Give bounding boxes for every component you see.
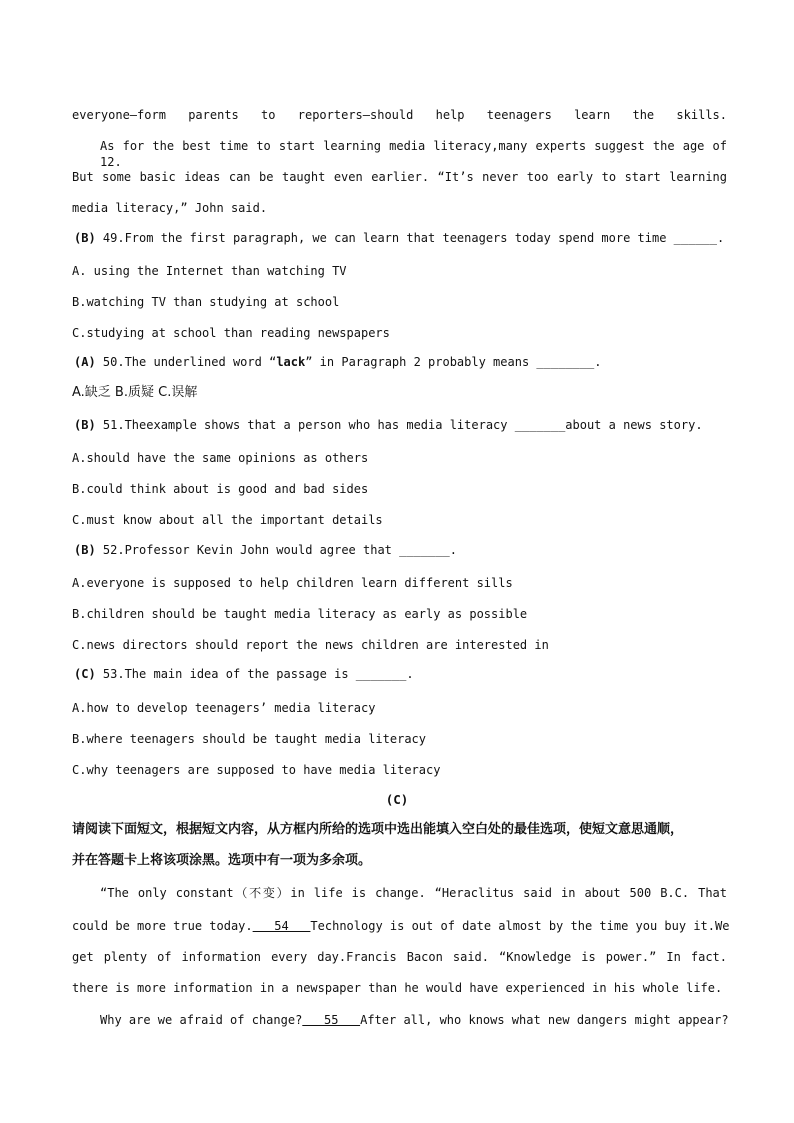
- paragraph-line: As for the best time to start learning media literacy,many experts suggest the age of 12.: [100, 139, 727, 169]
- option-a: A.should have the same opinions as others: [72, 451, 369, 465]
- answer-key: (C): [74, 667, 96, 681]
- blank-55: 55: [302, 1013, 361, 1027]
- option-b: B.could think about is good and bad sides: [72, 482, 369, 496]
- option-c: C.must know about all the important details: [72, 513, 383, 527]
- text-segment: Technology is out of date almost by the time you buy it.We: [310, 919, 730, 933]
- paragraph-line: get plenty of information every day.Francis Bacon said. “Knowledge is power.” In fact.: [72, 950, 727, 964]
- paragraph-line: there is more information in a newspaper than he would have experienced in his whole life.: [72, 981, 723, 995]
- question-50: [74, 354, 729, 370]
- option-b: B.where teenagers should be taught media literacy: [72, 732, 427, 746]
- question-stem: 50.The underlined word “: [95, 355, 277, 369]
- blank-54: 54: [252, 919, 311, 933]
- question-52: [74, 542, 729, 558]
- option-a: A.everyone is supposed to help children learn different sills: [72, 576, 513, 590]
- paragraph-line: [100, 1012, 727, 1028]
- question-stem: 51.Theexample shows that a person who has media literacy _______about a news story.: [95, 418, 703, 432]
- paragraph-line: everyone—form parents to reporters—should help teenagers learn the skills.: [72, 108, 727, 122]
- question-stem-end: ” in Paragraph 2 probably means ________.: [305, 355, 602, 369]
- answer-key: (B): [74, 418, 96, 432]
- question-51: [74, 417, 729, 433]
- option-c: C.studying at school than reading newspapers: [72, 326, 390, 340]
- paragraph-line: [72, 918, 730, 934]
- options-line: A.缺乏 B.质疑 C.误解: [72, 385, 198, 400]
- option-a: A. using the Internet than watching TV: [72, 264, 347, 278]
- question-53: [74, 666, 729, 682]
- question-stem: 53.The main idea of the passage is _______.: [95, 667, 414, 681]
- option-b: B.children should be taught media literacy as early as possible: [72, 607, 528, 621]
- underlined-word: lack: [276, 355, 306, 369]
- answer-key: (B): [74, 231, 96, 245]
- option-c: C.news directors should report the news children are interested in: [72, 638, 549, 652]
- question-stem: 49.From the first paragraph, we can learn that teenagers today spend more time ______.: [95, 231, 725, 245]
- option-a: A.how to develop teenagers’ media literacy: [72, 701, 376, 715]
- text-segment: Why are we afraid of change?: [100, 1013, 303, 1027]
- instruction-line: 请阅读下面短文，根据短文内容，从方框内所给的选项中选出能填入空白处的最佳选项，使短文意思通顺，: [72, 822, 684, 837]
- answer-key: (A): [74, 355, 96, 369]
- text-segment: After all, who knows what new dangers might appear?: [360, 1013, 729, 1027]
- question-49: [74, 230, 729, 246]
- question-stem: 52.Professor Kevin John would agree that _______.: [95, 543, 457, 557]
- option-b: B.watching TV than studying at school: [72, 295, 340, 309]
- section-heading: (C): [385, 792, 409, 807]
- paragraph-line: But some basic ideas can be taught even earlier. “It’s never too early to start learning: [72, 170, 727, 184]
- answer-key: (B): [74, 543, 96, 557]
- paragraph-line: “The only constant（不变）in life is change. “Heraclitus said in about 500 B.C. That: [100, 886, 727, 900]
- paragraph-line: media literacy,” John said.: [72, 201, 268, 215]
- text-segment: could be more true today.: [72, 919, 253, 933]
- instruction-line: 并在答题卡上将该项涂黑。选项中有一项为多余项。: [72, 853, 372, 868]
- option-c: C.why teenagers are supposed to have media literacy: [72, 763, 441, 777]
